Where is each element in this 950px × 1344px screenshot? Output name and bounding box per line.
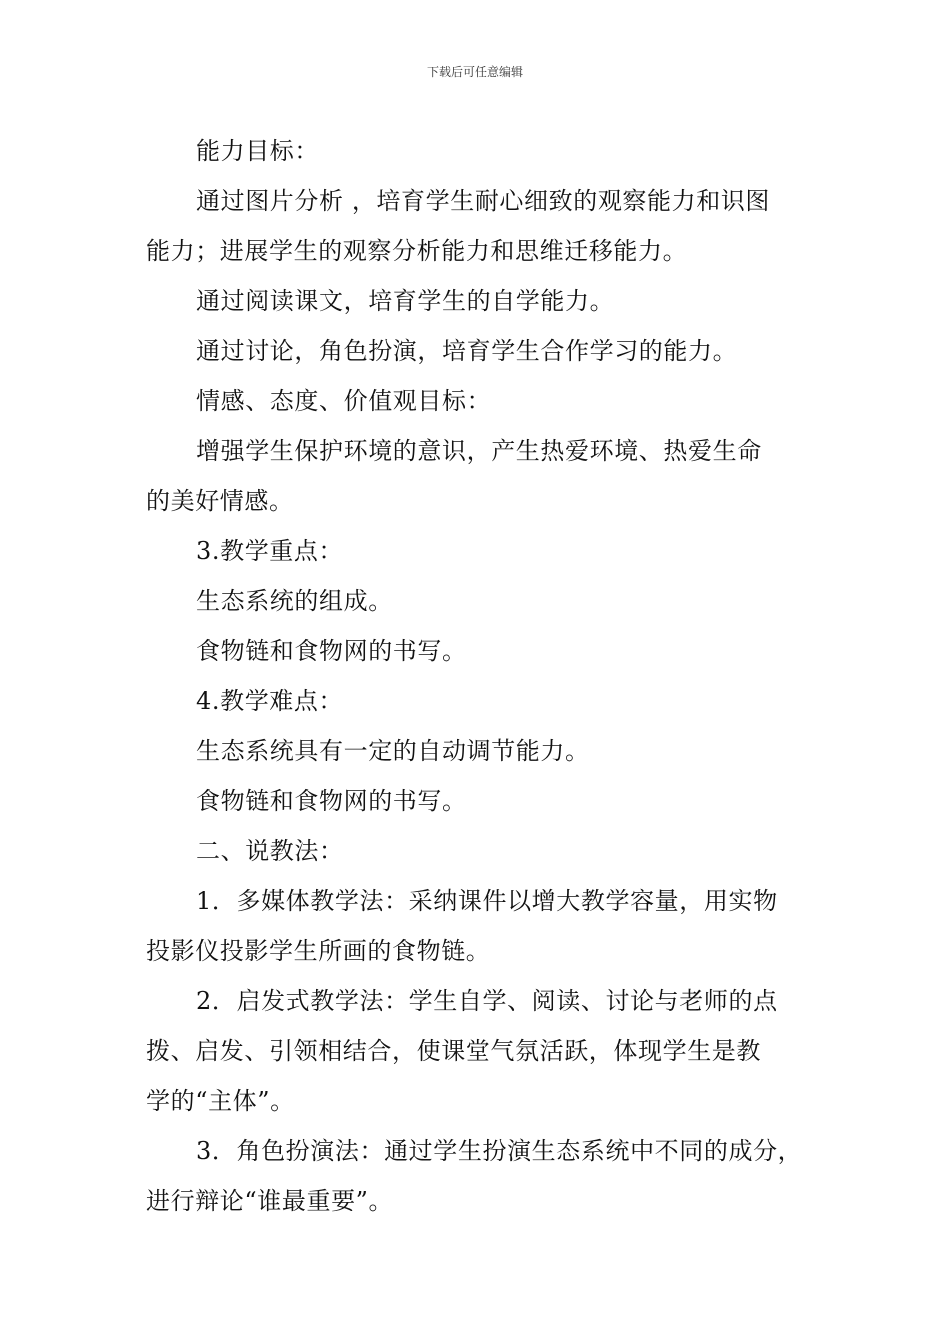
text-line: 能力；进展学生的观察分析能力和思维迁移能力。 bbox=[146, 237, 688, 265]
text-line: 增强学生保护环境的意识，产生热爱环境、热爱生命 bbox=[196, 437, 762, 465]
text-line: 进行辩论“谁最重要”。 bbox=[146, 1187, 394, 1215]
text-line: 通过图片分析 ，培育学生耐心细致的观察能力和识图 bbox=[196, 187, 771, 215]
text-line: 3．角色扮演法：通过学生扮演生态系统中不同的成分， bbox=[196, 1137, 803, 1165]
text-line: 通过阅读课文，培育学生的自学能力。 bbox=[196, 287, 615, 315]
text-line: 投影仪投影学生所画的食物链。 bbox=[146, 937, 491, 965]
text-line: 能力目标： bbox=[196, 137, 319, 165]
text-line: 生态系统具有一定的自动调节能力。 bbox=[196, 737, 590, 765]
text-line: 食物链和食物网的书写。 bbox=[196, 637, 467, 665]
text-line: 食物链和食物网的书写。 bbox=[196, 787, 467, 815]
text-line: 二、说教法： bbox=[196, 837, 344, 865]
text-line: 4.教学难点： bbox=[196, 687, 344, 715]
text-line: 的美好情感。 bbox=[146, 487, 294, 515]
text-line: 1．多媒体教学法：采纳课件以增大教学容量，用实物 bbox=[196, 887, 778, 915]
document-body bbox=[146, 126, 811, 1226]
text-line: 2．启发式教学法：学生自学、阅读、讨论与老师的点 bbox=[196, 987, 778, 1015]
text-line: 拨、启发、引领相结合，使课堂气氛活跃，体现学生是教 bbox=[146, 1037, 761, 1065]
text-line: 3.教学重点： bbox=[196, 537, 344, 565]
text-line: 通过讨论，角色扮演，培育学生合作学习的能力。 bbox=[196, 337, 738, 365]
text-line: 情感、态度、价值观目标： bbox=[196, 387, 492, 415]
page-header-note: 下载后可任意编辑 bbox=[426, 65, 523, 79]
text-line: 学的“主体”。 bbox=[146, 1087, 295, 1115]
text-line: 生态系统的组成。 bbox=[196, 587, 393, 615]
